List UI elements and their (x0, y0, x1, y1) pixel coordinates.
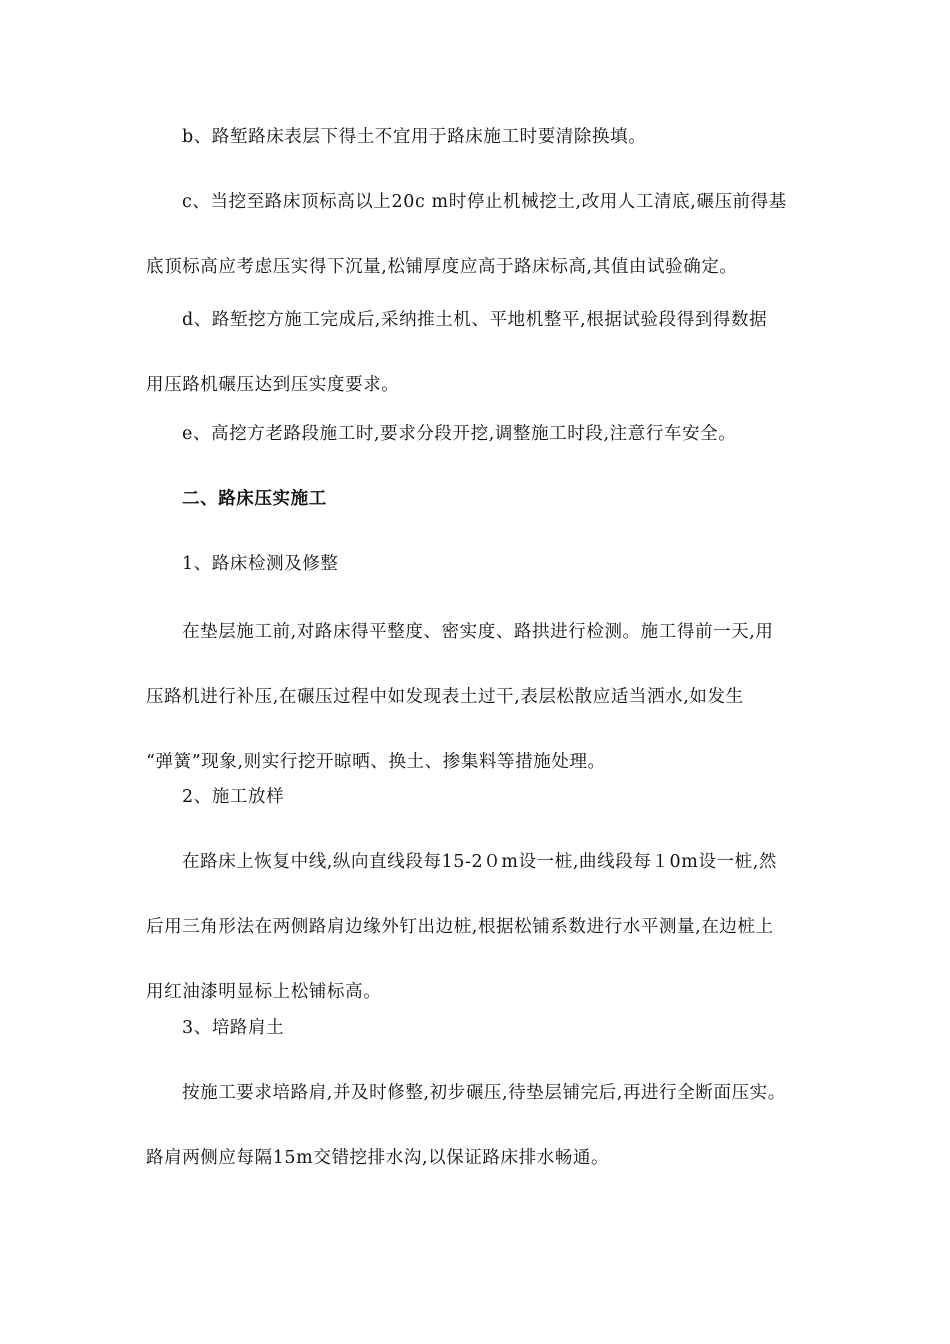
text-line: 后用三角形法在两侧路肩边缘外钉出边桩,根据松铺系数进行水平测量,在边桩上 (146, 917, 774, 937)
text-line: “弹簧”现象,则实行挖开晾晒、换土、掺集料等措施处理。 (146, 752, 606, 772)
text-line: 2、施工放样 (182, 787, 285, 807)
paragraph-sub-3 (146, 1061, 814, 1191)
text-line: 用压路机碾压达到压实度要求。 (146, 375, 400, 395)
text-line: c、当挖至路床顶标高以上20c m时停止机械挖土,改用人工清底,碾压前得基 (182, 192, 787, 212)
text-line: 3、培路肩土 (182, 1018, 285, 1038)
text-line: 二、路床压实施工 (182, 489, 327, 509)
text-line: 按施工要求培路肩,并及时修整,初步碾压,待垫层铺完后,再进行全断面压实。 (182, 1083, 786, 1103)
text-line: 压路机进行补压,在碾压过程中如发现表土过干,表层松散应适当洒水,如发生 (146, 687, 744, 707)
paragraph-item-d (146, 288, 814, 418)
text-line: e、高挖方老路段施工时,要求分段开挖,调整施工时段,注意行车安全。 (182, 424, 737, 444)
subsection-heading-1 (146, 532, 814, 597)
text-line: b、路堑路床表层下得土不宜用于路床施工时要清除换填。 (182, 127, 647, 147)
subsection-heading-3 (146, 996, 814, 1061)
text-line: d、路堑挖方施工完成后,采纳推土机、平地机整平,根据试验段得到得数据 (182, 310, 768, 330)
text-line: 在垫层施工前,对路床得平整度、密实度、路拱进行检测。施工得前一天,用 (182, 622, 774, 642)
text-line: 用红油漆明显标上松铺标高。 (146, 982, 382, 1002)
paragraph-item-b (146, 105, 814, 170)
section-heading (146, 467, 814, 532)
text-line: 路肩两侧应每隔15m交错挖排水沟,以保证路床排水畅通。 (146, 1148, 610, 1168)
text-line: 1、路床检测及修整 (182, 554, 339, 574)
text-line: 底顶标高应考虑压实得下沉量,松铺厚度应高于路床标高,其值由试验确定。 (146, 257, 738, 277)
paragraph-item-c (146, 170, 814, 300)
paragraph-item-e (146, 402, 814, 467)
text-line: 在路床上恢复中线,纵向直线段每15-2０m设一桩,曲线段每１0m设一桩,然 (182, 852, 778, 872)
subsection-heading-2 (146, 765, 814, 830)
